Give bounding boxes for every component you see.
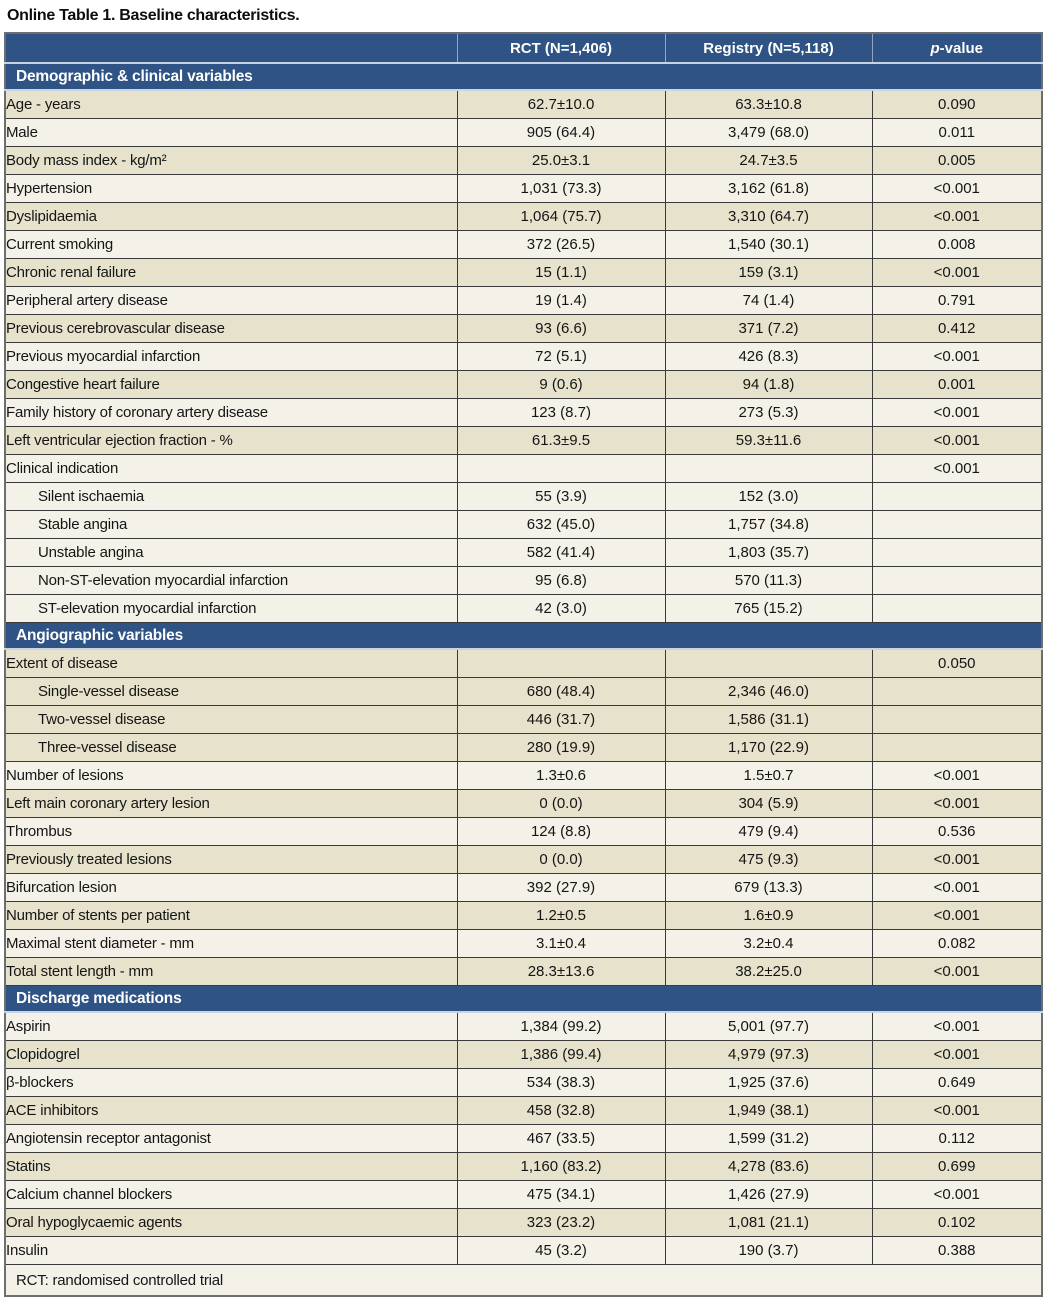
row-label: Congestive heart failure [5, 371, 457, 399]
table-row [5, 874, 1042, 902]
rct-value: 72 (5.1) [457, 343, 665, 371]
row-label: Two-vessel disease [5, 706, 457, 734]
italic-p: p [930, 39, 940, 57]
rct-value: 45 (3.2) [457, 1237, 665, 1265]
registry-value: 159 (3.1) [665, 259, 872, 287]
table-row [5, 1069, 1042, 1097]
row-label: Left ventricular ejection fraction - % [5, 427, 457, 455]
p-value-cell: <0.001 [872, 958, 1042, 986]
registry-value: 63.3±10.8 [665, 90, 872, 119]
rct-value: 19 (1.4) [457, 287, 665, 315]
rct-value: 28.3±13.6 [457, 958, 665, 986]
row-label: β-blockers [5, 1069, 457, 1097]
registry-value: 1,925 (37.6) [665, 1069, 872, 1097]
registry-value: 1,586 (31.1) [665, 706, 872, 734]
p-value-cell [872, 567, 1042, 595]
row-label: Maximal stent diameter - mm [5, 930, 457, 958]
rct-value: 0 (0.0) [457, 846, 665, 874]
column-header-rct: RCT (N=1,406) [457, 33, 665, 63]
table-row [5, 790, 1042, 818]
registry-value: 5,001 (97.7) [665, 1012, 872, 1041]
rct-value: 905 (64.4) [457, 119, 665, 147]
rct-value [457, 649, 665, 678]
table-row [5, 595, 1042, 623]
p-value-cell: <0.001 [872, 203, 1042, 231]
row-label: Clopidogrel [5, 1041, 457, 1069]
p-value-cell: <0.001 [872, 1097, 1042, 1125]
row-label: Unstable angina [5, 539, 457, 567]
p-value-cell: <0.001 [872, 846, 1042, 874]
p-value-cell: 0.001 [872, 371, 1042, 399]
row-label: Family history of coronary artery disease [5, 399, 457, 427]
section-header-label: Discharge medications [5, 986, 1042, 1013]
table-row [5, 930, 1042, 958]
registry-value: 426 (8.3) [665, 343, 872, 371]
rct-value: 1,386 (99.4) [457, 1041, 665, 1069]
p-value-cell: 0.536 [872, 818, 1042, 846]
registry-value: 475 (9.3) [665, 846, 872, 874]
row-label: Male [5, 119, 457, 147]
table-row [5, 259, 1042, 287]
p-value-cell: 0.412 [872, 315, 1042, 343]
table-row [5, 762, 1042, 790]
registry-value [665, 649, 872, 678]
table-title: Online Table 1. Baseline characteristics. [7, 7, 300, 24]
rct-value: 372 (26.5) [457, 231, 665, 259]
row-label: Number of lesions [5, 762, 457, 790]
p-value-cell: 0.011 [872, 119, 1042, 147]
registry-value: 570 (11.3) [665, 567, 872, 595]
registry-value: 3.2±0.4 [665, 930, 872, 958]
table-row [5, 649, 1042, 678]
row-label: Aspirin [5, 1012, 457, 1041]
rct-value: 15 (1.1) [457, 259, 665, 287]
rct-value: 680 (48.4) [457, 678, 665, 706]
rct-value: 1.3±0.6 [457, 762, 665, 790]
p-value-cell [872, 706, 1042, 734]
section-header-row [5, 623, 1042, 650]
table-row [5, 90, 1042, 119]
rct-value: 55 (3.9) [457, 483, 665, 511]
row-label: Non-ST-elevation myocardial infarction [5, 567, 457, 595]
registry-value: 3,310 (64.7) [665, 203, 872, 231]
row-label: Previously treated lesions [5, 846, 457, 874]
row-label: Dyslipidaemia [5, 203, 457, 231]
registry-value: 1.6±0.9 [665, 902, 872, 930]
table-row [5, 147, 1042, 175]
table-row [5, 539, 1042, 567]
p-value-cell: 0.112 [872, 1125, 1042, 1153]
registry-value: 1,540 (30.1) [665, 231, 872, 259]
rct-value: 1,384 (99.2) [457, 1012, 665, 1041]
row-label: Left main coronary artery lesion [5, 790, 457, 818]
column-header-p-value: p-value [872, 33, 1042, 63]
row-label: Stable angina [5, 511, 457, 539]
table-row [5, 846, 1042, 874]
rct-value: 582 (41.4) [457, 539, 665, 567]
rct-value: 93 (6.6) [457, 315, 665, 343]
table-row [5, 315, 1042, 343]
registry-value [665, 455, 872, 483]
table-row [5, 231, 1042, 259]
p-value-cell: 0.090 [872, 90, 1042, 119]
p-value-cell [872, 511, 1042, 539]
registry-value: 479 (9.4) [665, 818, 872, 846]
rct-value: 280 (19.9) [457, 734, 665, 762]
p-value-cell: <0.001 [872, 343, 1042, 371]
p-value-cell: <0.001 [872, 1012, 1042, 1041]
rct-value: 323 (23.2) [457, 1209, 665, 1237]
p-value-cell: <0.001 [872, 1181, 1042, 1209]
row-label: Body mass index - kg/m² [5, 147, 457, 175]
table-row [5, 818, 1042, 846]
registry-value: 4,979 (97.3) [665, 1041, 872, 1069]
registry-value: 679 (13.3) [665, 874, 872, 902]
registry-value: 1.5±0.7 [665, 762, 872, 790]
p-value-cell [872, 483, 1042, 511]
table-row [5, 1041, 1042, 1069]
row-label: Three-vessel disease [5, 734, 457, 762]
p-value-cell: 0.050 [872, 649, 1042, 678]
row-label: Peripheral artery disease [5, 287, 457, 315]
table-row [5, 343, 1042, 371]
table-row [5, 734, 1042, 762]
table-row [5, 678, 1042, 706]
rct-value: 3.1±0.4 [457, 930, 665, 958]
row-label: Total stent length - mm [5, 958, 457, 986]
column-header-label [5, 33, 457, 63]
registry-value: 74 (1.4) [665, 287, 872, 315]
table-row [5, 399, 1042, 427]
table-row [5, 1097, 1042, 1125]
registry-value: 152 (3.0) [665, 483, 872, 511]
registry-value: 3,479 (68.0) [665, 119, 872, 147]
table-row [5, 371, 1042, 399]
row-label: Calcium channel blockers [5, 1181, 457, 1209]
row-label: Oral hypoglycaemic agents [5, 1209, 457, 1237]
rct-value: 123 (8.7) [457, 399, 665, 427]
section-header-label: Demographic & clinical variables [5, 63, 1042, 90]
row-label: Hypertension [5, 175, 457, 203]
p-value-cell [872, 734, 1042, 762]
row-label: Current smoking [5, 231, 457, 259]
registry-value: 1,426 (27.9) [665, 1181, 872, 1209]
rct-value: 25.0±3.1 [457, 147, 665, 175]
p-value-cell: <0.001 [872, 790, 1042, 818]
table-row [5, 1153, 1042, 1181]
table-row [5, 567, 1042, 595]
table-row [5, 1237, 1042, 1265]
registry-value: 765 (15.2) [665, 595, 872, 623]
registry-value: 1,757 (34.8) [665, 511, 872, 539]
rct-value: 632 (45.0) [457, 511, 665, 539]
row-label: Previous cerebrovascular disease [5, 315, 457, 343]
p-value-cell: 0.005 [872, 147, 1042, 175]
row-label: Age - years [5, 90, 457, 119]
p-value-cell: 0.102 [872, 1209, 1042, 1237]
rct-value: 0 (0.0) [457, 790, 665, 818]
table-header [5, 33, 1042, 63]
rct-value: 475 (34.1) [457, 1181, 665, 1209]
row-label: Silent ischaemia [5, 483, 457, 511]
table-row [5, 119, 1042, 147]
p-value-cell: <0.001 [872, 874, 1042, 902]
p-value-cell: <0.001 [872, 762, 1042, 790]
rct-value: 392 (27.9) [457, 874, 665, 902]
table-row [5, 287, 1042, 315]
table-row [5, 902, 1042, 930]
registry-value: 1,170 (22.9) [665, 734, 872, 762]
rct-value: 42 (3.0) [457, 595, 665, 623]
registry-value: 1,803 (35.7) [665, 539, 872, 567]
rct-value: 534 (38.3) [457, 1069, 665, 1097]
rct-value: 1,064 (75.7) [457, 203, 665, 231]
p-value-cell: 0.649 [872, 1069, 1042, 1097]
rct-value: 62.7±10.0 [457, 90, 665, 119]
rct-value: 1.2±0.5 [457, 902, 665, 930]
row-label: Chronic renal failure [5, 259, 457, 287]
table-row [5, 958, 1042, 986]
p-value-cell: 0.699 [872, 1153, 1042, 1181]
row-label: ACE inhibitors [5, 1097, 457, 1125]
registry-value: 4,278 (83.6) [665, 1153, 872, 1181]
registry-value: 94 (1.8) [665, 371, 872, 399]
footnote-text: RCT: randomised controlled trial [5, 1265, 1042, 1297]
table-row [5, 1012, 1042, 1041]
p-value-cell: <0.001 [872, 455, 1042, 483]
table-row [5, 1181, 1042, 1209]
p-value-cell: <0.001 [872, 427, 1042, 455]
p-value-cell: <0.001 [872, 1041, 1042, 1069]
table-body [5, 63, 1042, 1296]
row-label: Angiotensin receptor antagonist [5, 1125, 457, 1153]
registry-value: 1,081 (21.1) [665, 1209, 872, 1237]
rct-value: 61.3±9.5 [457, 427, 665, 455]
p-value-cell [872, 595, 1042, 623]
p-value-cell: 0.388 [872, 1237, 1042, 1265]
row-label: Previous myocardial infarction [5, 343, 457, 371]
section-header-row [5, 63, 1042, 90]
p-value-cell: <0.001 [872, 399, 1042, 427]
p-value-cell [872, 678, 1042, 706]
row-label: Insulin [5, 1237, 457, 1265]
registry-value: 190 (3.7) [665, 1237, 872, 1265]
row-label: Number of stents per patient [5, 902, 457, 930]
table-row [5, 483, 1042, 511]
registry-value: 38.2±25.0 [665, 958, 872, 986]
table-row [5, 427, 1042, 455]
table-row [5, 706, 1042, 734]
row-label: Bifurcation lesion [5, 874, 457, 902]
p-value-cell: <0.001 [872, 259, 1042, 287]
registry-value: 2,346 (46.0) [665, 678, 872, 706]
registry-value: 304 (5.9) [665, 790, 872, 818]
rct-value: 458 (32.8) [457, 1097, 665, 1125]
registry-value: 24.7±3.5 [665, 147, 872, 175]
rct-value: 446 (31.7) [457, 706, 665, 734]
registry-value: 1,599 (31.2) [665, 1125, 872, 1153]
rct-value: 9 (0.6) [457, 371, 665, 399]
row-label: Thrombus [5, 818, 457, 846]
rct-value: 124 (8.8) [457, 818, 665, 846]
footnote-row [5, 1265, 1042, 1297]
p-value-cell: 0.008 [872, 231, 1042, 259]
p-value-cell [872, 539, 1042, 567]
rct-value: 467 (33.5) [457, 1125, 665, 1153]
table-row [5, 455, 1042, 483]
baseline-characteristics-table [4, 32, 1043, 1297]
registry-value: 3,162 (61.8) [665, 175, 872, 203]
table-row [5, 511, 1042, 539]
table-row [5, 1209, 1042, 1237]
section-header-row [5, 986, 1042, 1013]
table-row [5, 1125, 1042, 1153]
registry-value: 273 (5.3) [665, 399, 872, 427]
rct-value: 1,031 (73.3) [457, 175, 665, 203]
row-label: Extent of disease [5, 649, 457, 678]
table-row [5, 175, 1042, 203]
p-value-cell: <0.001 [872, 902, 1042, 930]
rct-value: 95 (6.8) [457, 567, 665, 595]
p-value-cell: 0.082 [872, 930, 1042, 958]
p-value-cell: <0.001 [872, 175, 1042, 203]
section-header-label: Angiographic variables [5, 623, 1042, 650]
row-label: ST-elevation myocardial infarction [5, 595, 457, 623]
row-label: Clinical indication [5, 455, 457, 483]
rct-value [457, 455, 665, 483]
column-header-registry: Registry (N=5,118) [665, 33, 872, 63]
row-label: Single-vessel disease [5, 678, 457, 706]
row-label: Statins [5, 1153, 457, 1181]
registry-value: 1,949 (38.1) [665, 1097, 872, 1125]
registry-value: 371 (7.2) [665, 315, 872, 343]
table-row [5, 203, 1042, 231]
rct-value: 1,160 (83.2) [457, 1153, 665, 1181]
registry-value: 59.3±11.6 [665, 427, 872, 455]
column-header-row [5, 33, 1042, 63]
p-value-cell: 0.791 [872, 287, 1042, 315]
